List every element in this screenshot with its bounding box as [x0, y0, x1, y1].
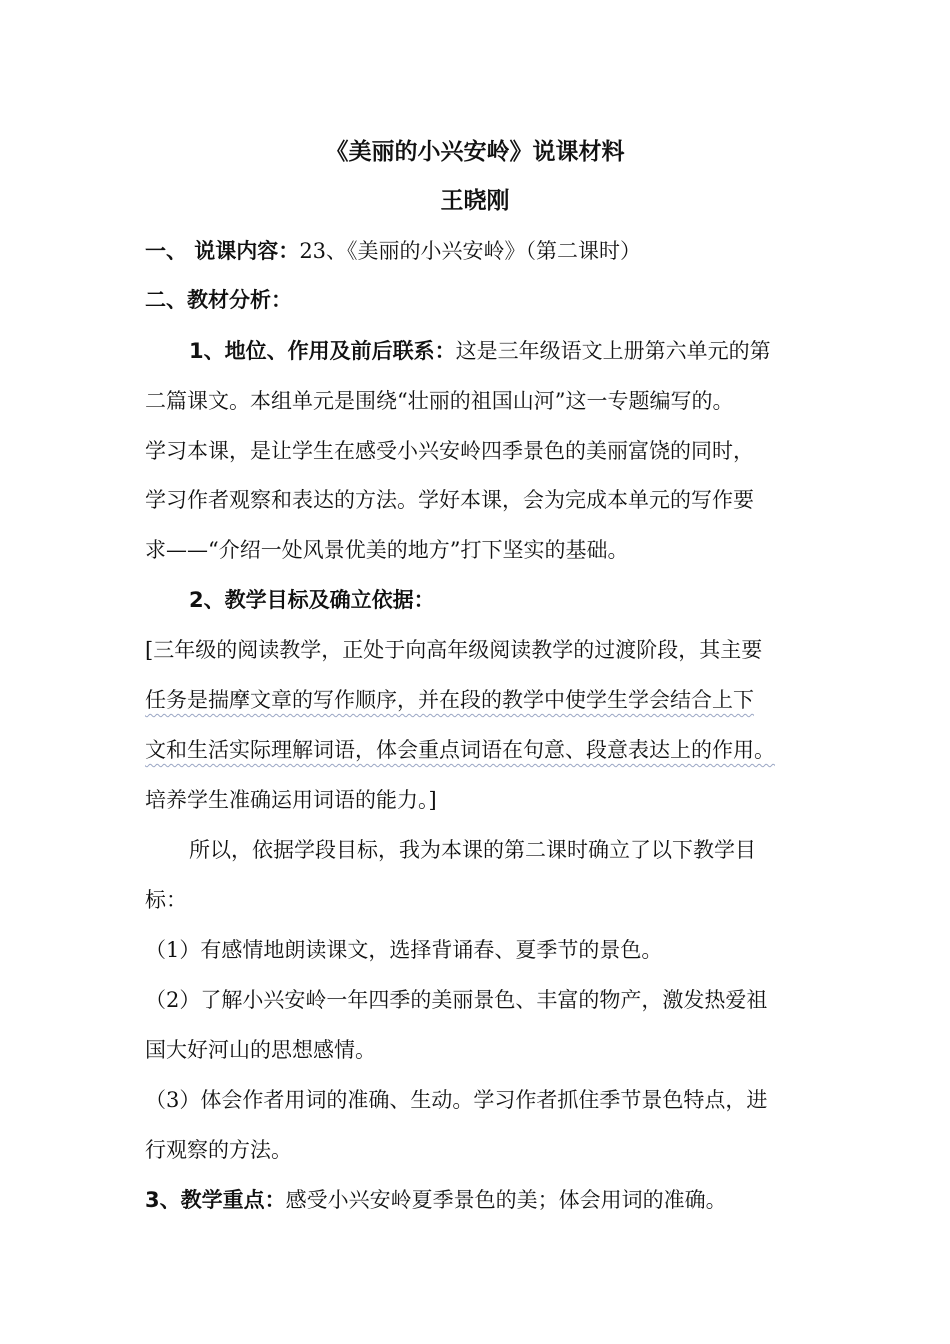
- paragraph-2-heading: 2、教学目标及确立依据：: [189, 588, 435, 612]
- section-2-heading: 二、教材分析：: [145, 288, 292, 312]
- goal-2-line-2: 国大好河山的思想感情。: [145, 1038, 376, 1062]
- goals-intro-line-1: 所以，依据学段目标，我为本课的第二课时确立了以下教学目: [189, 838, 756, 862]
- goal-3-line-1: （3）体会作者用词的准确、生动。学习作者抓住季节景色特点，进: [145, 1088, 768, 1112]
- goals-intro-line-2: 标：: [145, 888, 187, 912]
- quote-line-2: 任务是揣摩文章的写作顺序，并在段的教学中使学生学会结合上下: [145, 688, 754, 712]
- document-author: 王晓刚: [440, 188, 510, 214]
- paragraph-1-text: 这是三年级语文上册第六单元的第: [455, 339, 771, 363]
- goal-1: （1）有感情地朗读课文，选择背诵春、夏季节的景色。: [145, 938, 663, 962]
- section-1-line: [145, 237, 641, 265]
- paragraph-1-label: 1、地位、作用及前后联系：: [189, 339, 456, 363]
- paragraph-1-line-4: 学习作者观察和表达的方法。学好本课，会为完成本单元的写作要: [145, 488, 754, 512]
- paragraph-1-line-5: 求——“介绍一处风景优美的地方”打下坚实的基础。: [145, 538, 629, 562]
- document-title: 《美丽的小兴安岭》说课材料: [325, 139, 625, 165]
- paragraph-3-label: 3、教学重点：: [145, 1188, 286, 1212]
- paragraph-1-line-3: 学习本课，是让学生在感受小兴安岭四季景色的美丽富饶的同时，: [145, 439, 754, 463]
- quote-line-1: [三年级的阅读教学，正处于向高年级阅读教学的过渡阶段，其主要: [145, 638, 763, 662]
- paragraph-1-line-2: 二篇课文。本组单元是围绕“壮丽的祖国山河”这一专题编写的。: [145, 389, 734, 413]
- paragraph-1-line-1: [189, 337, 771, 365]
- section-1-text: 23、《美丽的小兴安岭》（第二课时）: [299, 239, 642, 263]
- paragraph-3-text: 感受小兴安岭夏季景色的美；体会用词的准确。: [285, 1188, 727, 1212]
- goal-3-line-2: 行观察的方法。: [145, 1138, 292, 1162]
- quote-line-4: 培养学生准确运用词语的能力。]: [145, 788, 437, 812]
- section-1-label: 一、 说课内容：: [145, 239, 300, 263]
- goal-2-line-1: （2）了解小兴安岭一年四季的美丽景色、丰富的物产，激发热爱祖: [145, 988, 768, 1012]
- paragraph-3-line: [145, 1186, 727, 1214]
- quote-line-3: 文和生活实际理解词语，体会重点词语在句意、段意表达上的作用。: [145, 738, 775, 762]
